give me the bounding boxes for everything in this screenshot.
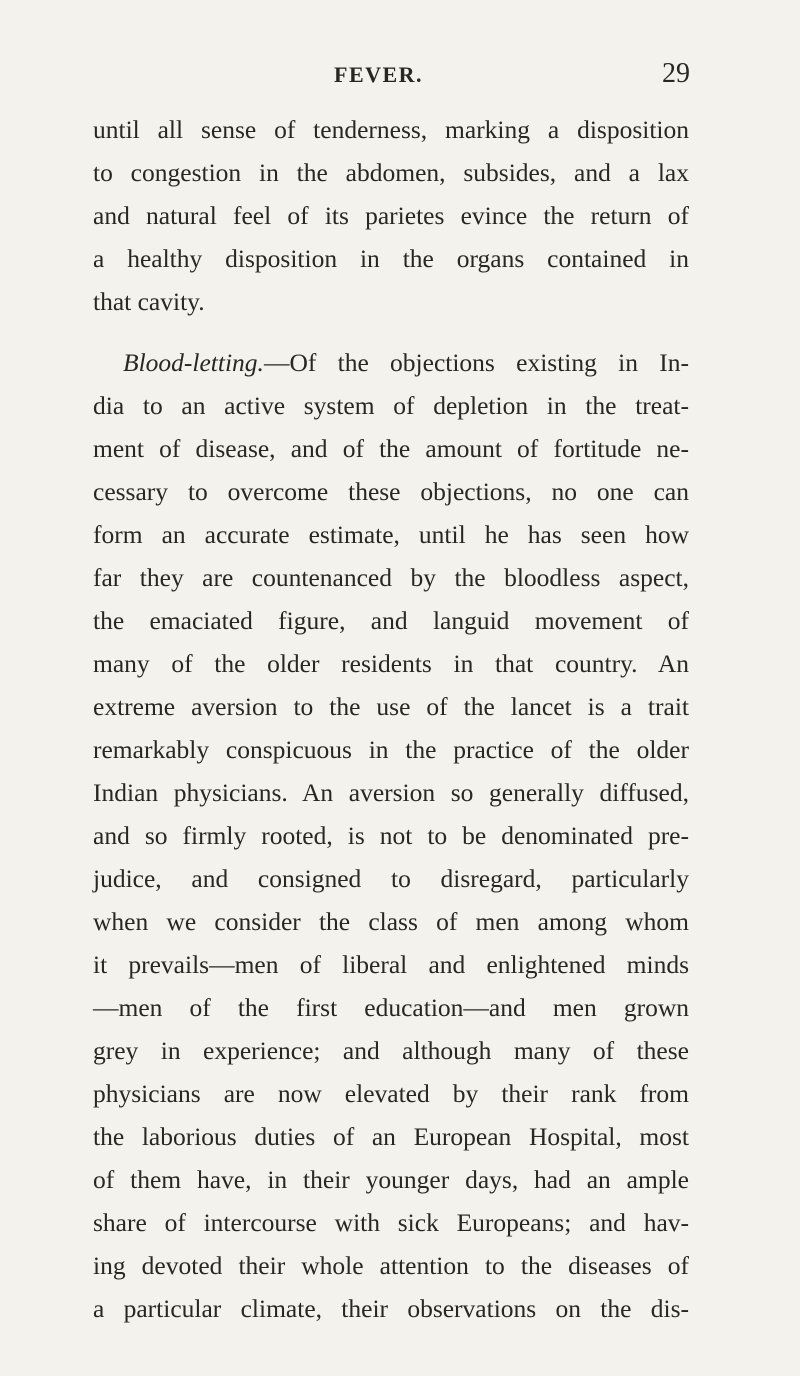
text-line: form an accurate estimate, until he has seen how bbox=[93, 520, 689, 549]
text-line: and so firmly rooted, is not to be denominated pre- bbox=[93, 821, 689, 850]
text-line: a healthy disposition in the organs contained in bbox=[93, 244, 689, 273]
text-line: dia to an active system of depletion in the treat- bbox=[93, 391, 689, 420]
running-title: FEVER. bbox=[334, 62, 424, 87]
text-line: many of the older residents in that country. An bbox=[93, 649, 689, 678]
text-line: ment of disease, and of the amount of fortitude ne- bbox=[93, 434, 689, 463]
text-line: judice, and consigned to disregard, particularly bbox=[93, 864, 689, 893]
text-line: extreme aversion to the use of the lancet is a trait bbox=[93, 692, 689, 721]
text-line: and natural feel of its parietes evince the return of bbox=[93, 201, 689, 230]
text-line: physicians are now elevated by their rank from bbox=[93, 1079, 689, 1108]
text-line: grey in experience; and although many of these bbox=[93, 1036, 689, 1065]
text-line: until all sense of tenderness, marking a disposition bbox=[93, 115, 689, 144]
paragraph-first-line bbox=[93, 341, 689, 384]
section-heading: Blood-letting. bbox=[123, 348, 264, 377]
text-line: ing devoted their whole attention to the diseases of bbox=[93, 1251, 689, 1280]
text-line: when we consider the class of men among whom bbox=[93, 907, 689, 936]
text-line: it prevails—men of liberal and enlightened minds bbox=[93, 950, 689, 979]
text-line: share of intercourse with sick Europeans; and hav- bbox=[93, 1208, 689, 1237]
text-line: remarkably conspicuous in the practice of the older bbox=[93, 735, 689, 764]
text-line: a particular climate, their observations on the dis- bbox=[93, 1294, 689, 1323]
body-text bbox=[93, 108, 689, 1330]
text-line: that cavity. bbox=[93, 287, 205, 316]
text-line: of them have, in their younger days, had an ample bbox=[93, 1165, 689, 1194]
text-line: the laborious duties of an European Hospital, most bbox=[93, 1122, 689, 1151]
text-line: —men of the first education—and men grown bbox=[93, 993, 689, 1022]
text-line: far they are countenanced by the bloodless aspect, bbox=[93, 563, 689, 592]
text-line: Indian physicians. An aversion so generally diffused, bbox=[93, 778, 689, 807]
running-head bbox=[120, 58, 690, 102]
text-line: cessary to overcome these objections, no one can bbox=[93, 477, 689, 506]
text-line: to congestion in the abdomen, subsides, and a lax bbox=[93, 158, 689, 187]
text-fragment: —Of the objections existing in In- bbox=[263, 348, 689, 377]
text-line: the emaciated figure, and languid movement of bbox=[93, 606, 689, 635]
page-number: 29 bbox=[662, 58, 690, 89]
